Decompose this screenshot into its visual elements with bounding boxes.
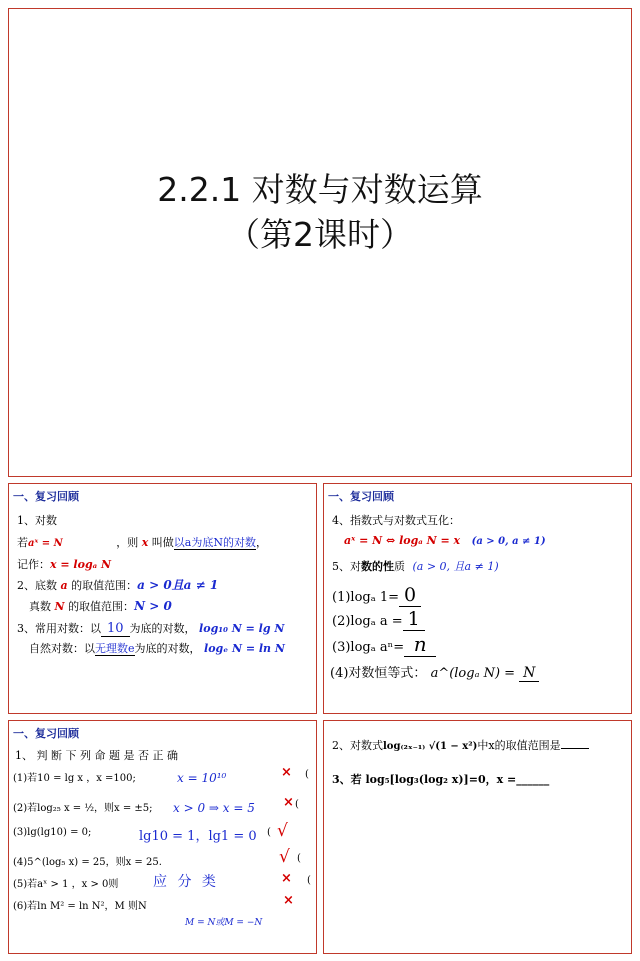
property-4 (330, 662, 539, 682)
text: 5、对 (332, 560, 361, 573)
text: 2、对数式 (332, 739, 383, 752)
title-slide (8, 8, 632, 477)
text: 若 (17, 536, 28, 549)
formula: log₍₂ₓ₋₁₎ √(1 − x²) (383, 741, 478, 752)
label: (4)对数恒等式： (330, 666, 427, 681)
review-slide-logarithm-definition (8, 483, 317, 714)
text: 自然对数：以 (29, 642, 95, 655)
label: (1)logₐ 1= (332, 590, 400, 605)
text: 为底的对数， (134, 642, 201, 655)
label: (3)logₐ aⁿ= (332, 640, 405, 655)
variable: N (54, 600, 65, 613)
section-heading: 一、复习回顾 (13, 490, 79, 503)
property-1 (332, 584, 421, 607)
text: 为底的对数， (129, 622, 196, 635)
review-slide-true-false (8, 720, 317, 954)
item-2: (2)若log₂₅ x = ½，则x = ±5; (13, 803, 153, 814)
question-2 (332, 737, 589, 753)
item-5: (5)若aˣ > 1 ，x > 0则 (13, 879, 119, 890)
answer-blank: ______ (516, 773, 550, 786)
item-3-mark: √ (277, 821, 288, 841)
property-2 (332, 608, 425, 631)
item-6-answer: M = N或M = −N (185, 918, 263, 928)
variable: x (141, 536, 149, 549)
text: 中x的取值范围是 (477, 739, 561, 752)
text: 记作： (17, 558, 50, 571)
item-5-paren: ( (307, 875, 311, 886)
common-log-line (17, 620, 284, 636)
text: 真数 (29, 600, 51, 613)
item-2-mark: × (283, 795, 294, 810)
text: 的取值范围： (68, 600, 135, 613)
slide-subtitle: （第2课时） (227, 215, 413, 254)
review-slide-log-properties (323, 483, 632, 714)
answer: 10 (101, 621, 130, 637)
argument-range-line (29, 598, 172, 614)
item-3-answer: lg10 = 1，lg1 = 0 (139, 829, 257, 844)
item-3-paren: ( (267, 827, 271, 838)
question-3 (332, 771, 549, 787)
text: ， (255, 536, 267, 549)
item-2-paren: ( (295, 799, 299, 810)
item-1-label: 1、对数 (17, 514, 57, 527)
text: 2、底数 (17, 579, 57, 592)
answer: 1 (403, 608, 425, 631)
answer: a > 0且a ≠ 1 (137, 578, 219, 592)
item-4-label: 4、指数式与对数式互化： (332, 514, 460, 527)
formula: x = logₐ N (50, 558, 112, 571)
item-1-answer: x = 10¹⁰ (177, 771, 227, 785)
variable: a (60, 579, 68, 592)
answer: 0 (399, 584, 421, 607)
item-5-answer: 应 分 类 (153, 874, 219, 890)
slide-title: 2.2.1 对数与对数运算 (157, 170, 483, 209)
property-3 (332, 632, 436, 657)
exercise-slide (323, 720, 632, 954)
item-4-mark: √ (279, 847, 290, 867)
condition: (a > 0, a ≠ 1) (471, 536, 546, 547)
item-1: (1)若10 = lg x ，x =100; (13, 773, 136, 784)
answer: N (519, 665, 539, 682)
item-5-mark: × (281, 871, 292, 886)
text: 3、常用对数：以 (17, 622, 101, 635)
formula: aˣ = N (28, 538, 63, 549)
text: 叫做 (151, 536, 174, 549)
formula: a^(logₐ N) = (430, 666, 516, 681)
item-4: (4)5^(log₅ x) = 25，则x = 25. (13, 857, 162, 868)
item-2-answer: x > 0 ⇒ x = 5 (173, 801, 255, 815)
section-heading: 一、复习回顾 (13, 727, 79, 740)
item-3: (3)lg(lg10) = 0; (13, 827, 92, 838)
text: 的取值范围： (71, 579, 138, 592)
formula: log₁₀ N = lg N (199, 622, 285, 635)
base-range-line (17, 576, 218, 593)
text: 质 (394, 560, 405, 573)
item-1-paren: ( (305, 769, 309, 780)
properties-heading (332, 558, 499, 574)
notation-line (17, 556, 111, 572)
answer: n (404, 632, 436, 657)
formula: logₑ N = ln N (204, 642, 285, 655)
answer: N > 0 (134, 599, 172, 613)
text: 数的性 (361, 560, 394, 573)
condition: (a > 0, 且a ≠ 1) (412, 560, 499, 573)
formula: aˣ = N ⇔ logₐ N = x (344, 534, 461, 547)
natural-log-line (29, 640, 285, 656)
item-6-mark: × (283, 893, 294, 908)
item-6: (6)若ln M² = ln N²，M 则N (13, 901, 147, 912)
label: (2)logₐ a = (332, 614, 403, 629)
item-4-paren: ( (297, 853, 301, 864)
section-heading: 一、复习回顾 (328, 490, 394, 503)
question-intro: 1、 判 断 下 列 命 题 是 否 正 确 (15, 749, 178, 762)
answer: 无理数e (95, 642, 135, 655)
definition-line (17, 534, 267, 550)
item-1-mark: × (281, 765, 292, 780)
text: ，则 (116, 536, 139, 549)
conversion-line (344, 534, 546, 547)
text: 3、若 log₅[log₃(log₂ x)]=0，x = (332, 773, 517, 786)
answer: 以a为底N的对数 (173, 536, 256, 549)
